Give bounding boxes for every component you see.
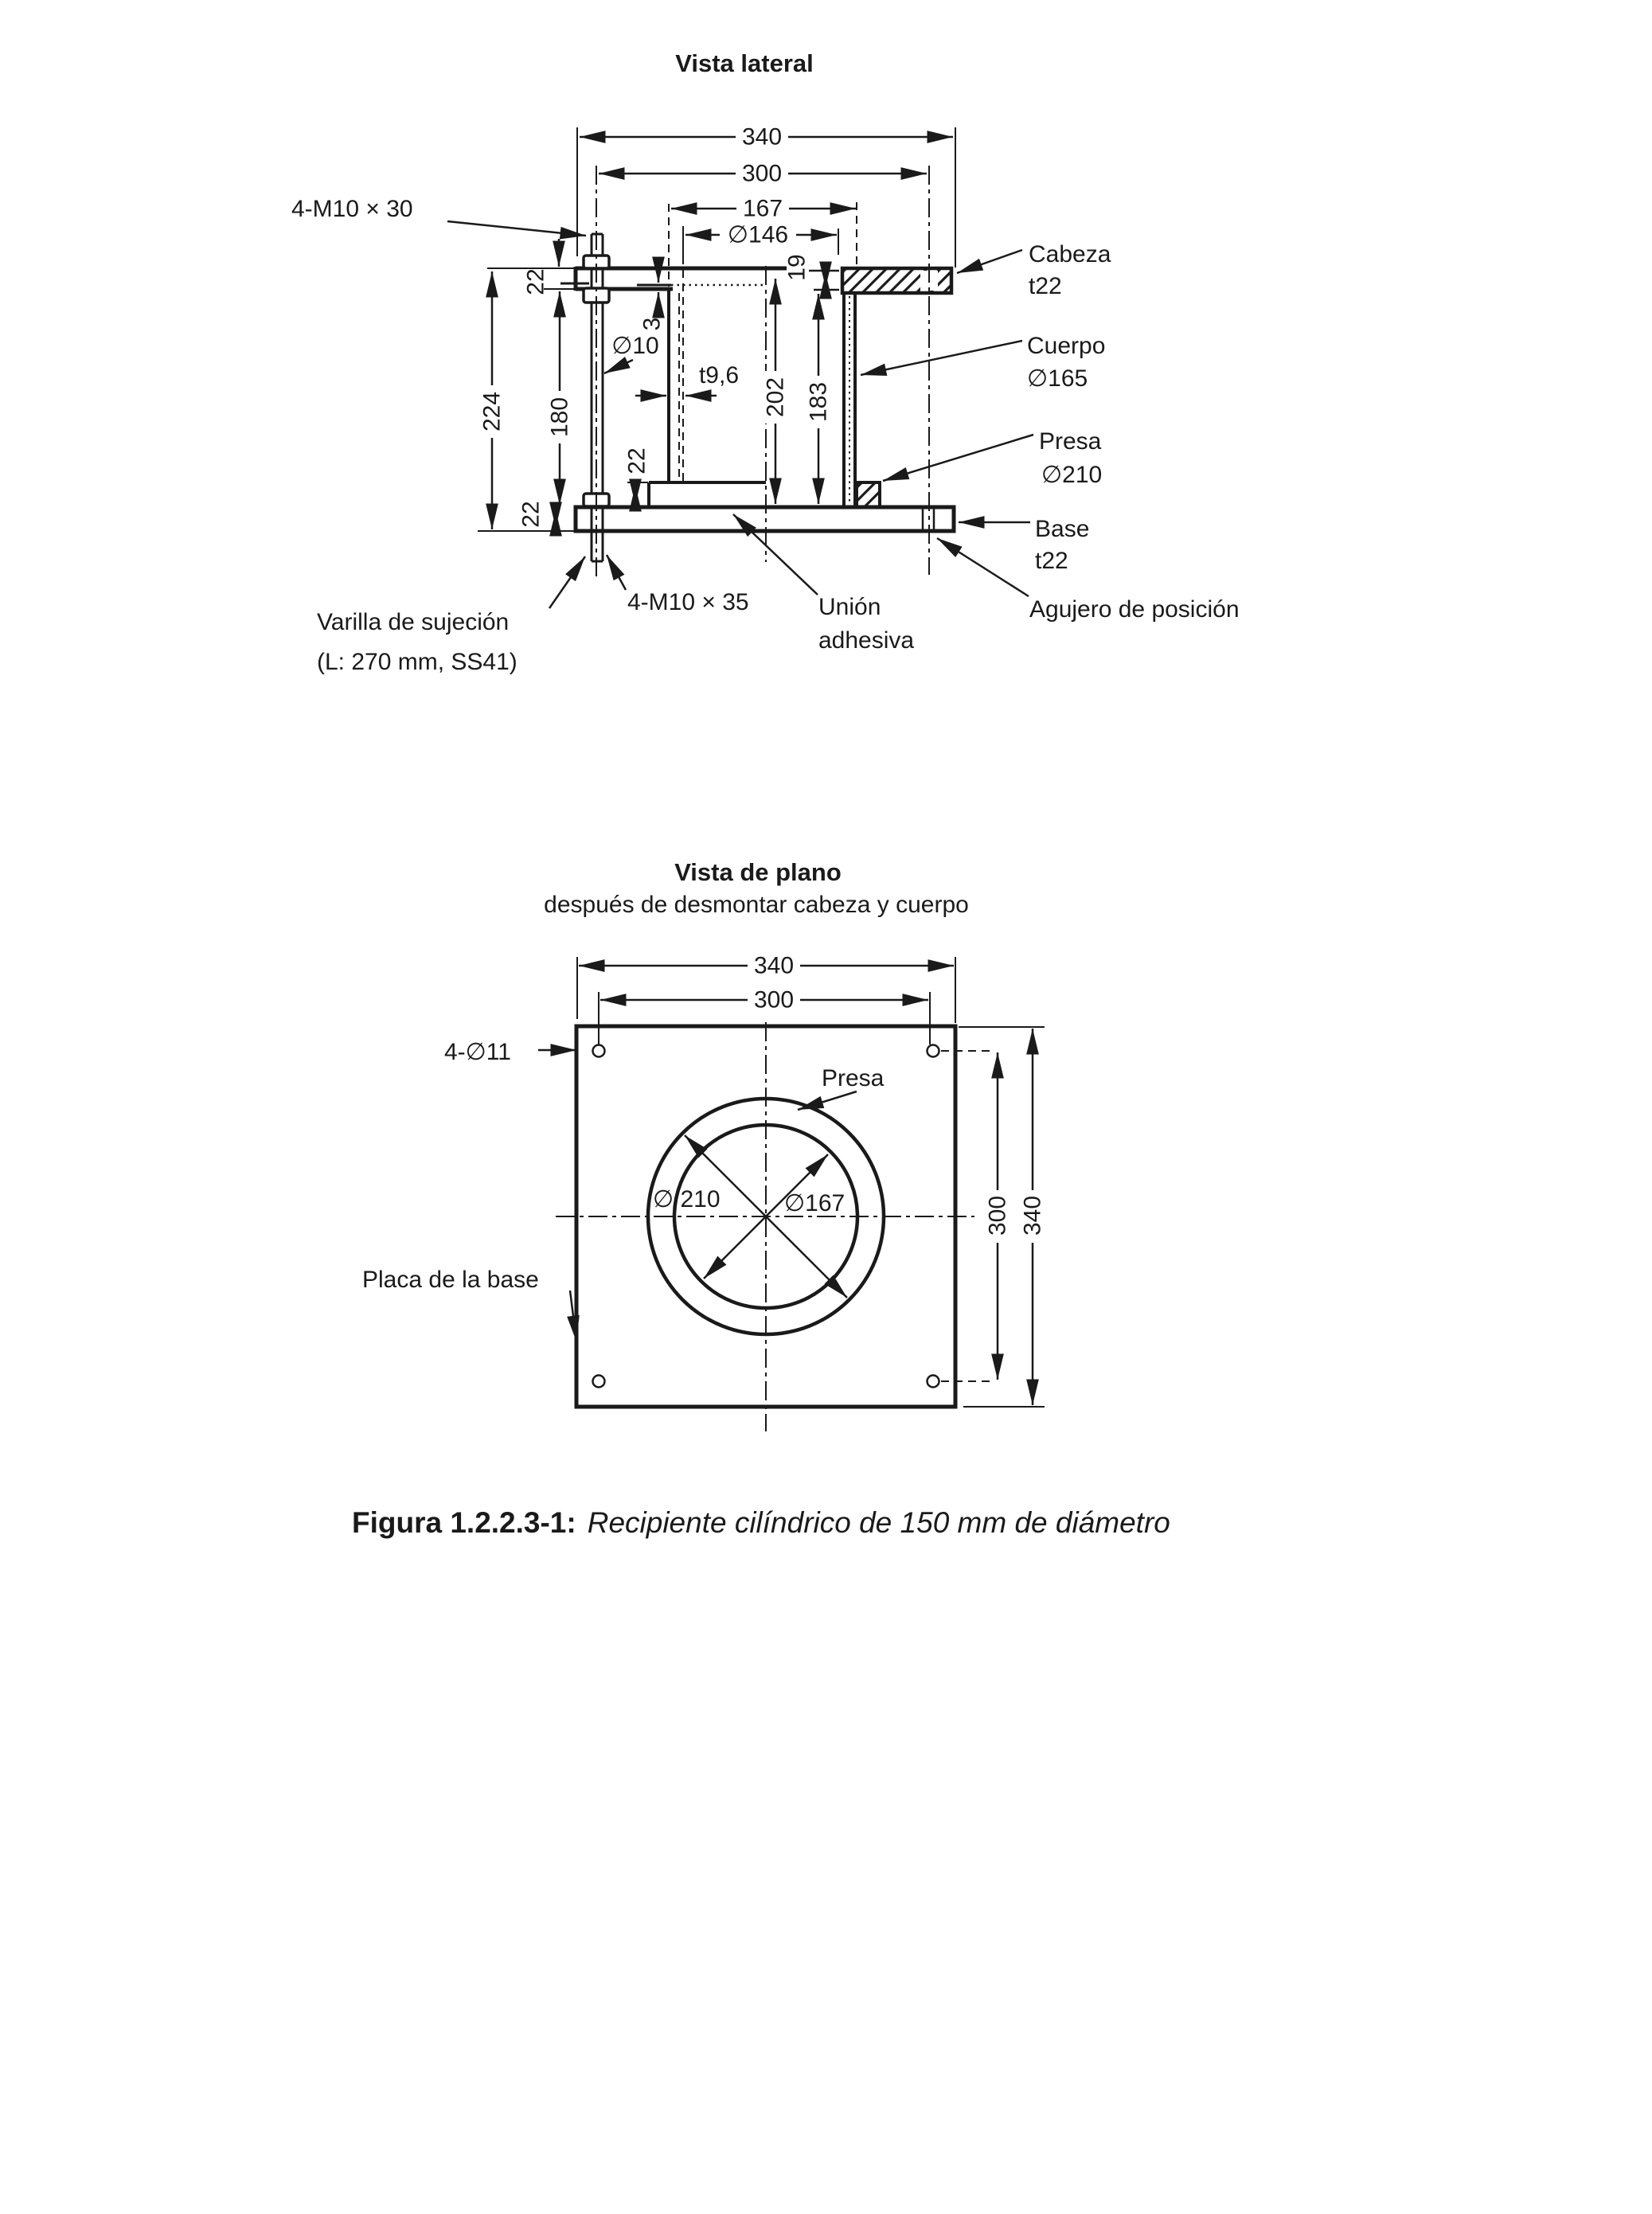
label-cuerpo-dia: ∅165 <box>1027 365 1088 392</box>
base-plate <box>576 507 954 531</box>
dim-h224: 224 <box>478 391 506 432</box>
dim-h183: 183 <box>805 381 832 423</box>
label-varilla-2: (L: 270 mm, SS41) <box>317 649 517 675</box>
figure-caption <box>352 1506 1170 1540</box>
label-cabeza-t: t22 <box>1029 273 1062 299</box>
dim-wall-t96: t9,6 <box>698 362 740 389</box>
plan-subtitle: después de desmontar cabeza y cuerpo <box>544 892 969 918</box>
plan-dim-300-top: 300 <box>753 986 795 1013</box>
side-view <box>291 49 1240 675</box>
label-bolt-bottom: 4-M10 × 35 <box>627 589 749 615</box>
side-extension-lines <box>478 127 955 531</box>
label-agujero: Agujero de posición <box>1029 596 1240 623</box>
label-cuerpo: Cuerpo <box>1027 333 1106 359</box>
label-presa-dia: ∅210 <box>1041 462 1103 488</box>
dim-t19: 19 <box>783 254 810 281</box>
dim-width-340: 340 <box>741 123 783 150</box>
dim-dia-146: ∅146 <box>727 221 789 248</box>
plan-dimension-lines <box>579 966 1033 1405</box>
label-base-t: t22 <box>1035 548 1068 574</box>
dim-t22-top: 22 <box>522 268 549 295</box>
label-union-2: adhesiva <box>818 627 915 654</box>
label-bolt-top: 4-M10 × 30 <box>291 196 413 222</box>
plan-view <box>362 858 1046 1431</box>
plan-dim-340-right: 340 <box>1019 1195 1046 1236</box>
label-cabeza: Cabeza <box>1029 241 1111 267</box>
plan-label-presa: Presa <box>822 1065 885 1091</box>
plan-dim-300-right: 300 <box>984 1195 1011 1236</box>
dim-width-300: 300 <box>741 160 783 187</box>
plan-dim-dia-210: ∅ 210 <box>653 1186 721 1212</box>
dim-depth-3: 3 <box>639 317 666 331</box>
label-presa: Presa <box>1039 428 1102 455</box>
plan-dim-dia-167: ∅167 <box>784 1190 846 1216</box>
label-base: Base <box>1035 516 1090 542</box>
plan-label-holes: 4-∅11 <box>444 1039 511 1065</box>
plan-label-placa: Placa de la base <box>362 1267 539 1293</box>
figure-caption-number: Figura 1.2.2.3-1: <box>352 1506 576 1539</box>
figure-caption-text: Recipiente cilíndrico de 150 mm de diámetro <box>587 1506 1170 1539</box>
dim-width-167: 167 <box>742 195 783 222</box>
label-varilla-1: Varilla de sujeción <box>317 609 510 635</box>
side-dimension-lines <box>492 137 953 529</box>
plan-dim-340-top: 340 <box>753 952 795 979</box>
plan-centerlines <box>556 1022 974 1431</box>
head-section <box>842 268 951 293</box>
dim-h180: 180 <box>546 396 573 438</box>
label-union-1: Unión <box>818 594 881 620</box>
dim-presa-22: 22 <box>623 447 650 474</box>
plan-title: Vista de plano <box>674 858 842 886</box>
dim-dia-10: ∅10 <box>611 333 659 359</box>
dim-h202: 202 <box>762 377 789 418</box>
dim-base-22: 22 <box>517 501 545 528</box>
side-title: Vista lateral <box>675 49 814 77</box>
body-wall-right <box>844 293 855 506</box>
